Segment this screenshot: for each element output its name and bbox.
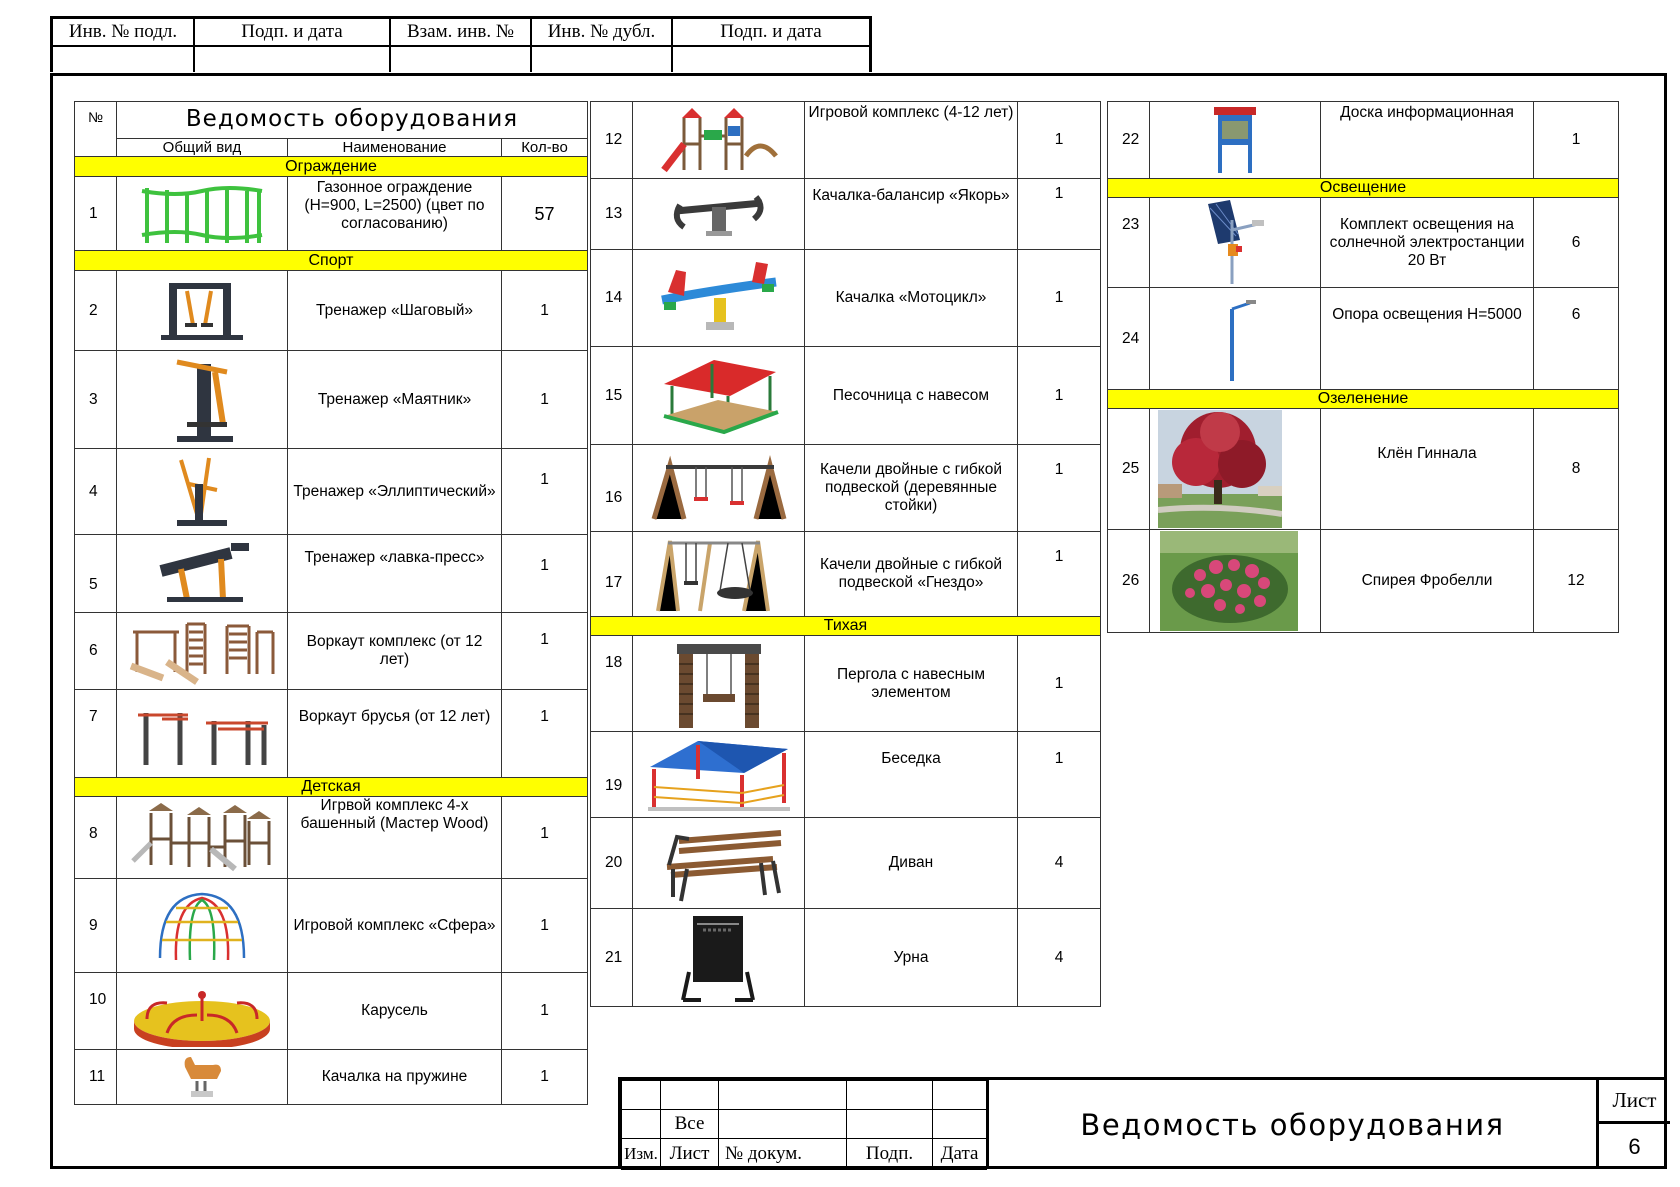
- col-qty-header: Кол-во: [502, 139, 588, 157]
- table-row: 13 Качалка-балансир «Якорь» 1: [591, 179, 1101, 250]
- list-label: Лист: [661, 1139, 719, 1170]
- balance-rocker-image: [633, 179, 805, 250]
- table-row: 21 Урна 4: [591, 909, 1101, 1007]
- play-complex-image: [633, 102, 805, 179]
- pergola-image: [633, 636, 805, 732]
- stamp-inv-dubl: Инв. № дубл.: [531, 19, 672, 46]
- spirea-shrub-image: [1150, 530, 1321, 633]
- table-title: Ведомость оборудования: [185, 105, 519, 132]
- sandbox-image: [633, 347, 805, 445]
- table-row: 11 Качалка на пружине 1: [75, 1050, 588, 1105]
- carousel-image: [117, 973, 288, 1050]
- table-row: 20 Диван 4: [591, 818, 1101, 909]
- section-kids: Детская: [75, 778, 588, 797]
- table-row: 16 Качели двойные с гибкой подвеской (деревянные стойки) 1: [591, 445, 1101, 532]
- table-row: 14 Качалка «Мотоцикл» 1: [591, 250, 1101, 347]
- document-title: Ведомость оборудования: [986, 1080, 1596, 1169]
- stepper-trainer-image: [117, 271, 288, 351]
- section-light: Освещение: [1108, 179, 1619, 198]
- table-row: 25 Клён Гиннала 8: [1108, 409, 1619, 530]
- stamp-podp-data-1: Подп. и дата: [194, 19, 390, 46]
- sheet-label: Лист: [1599, 1080, 1670, 1124]
- izm-label: Изм.: [622, 1139, 661, 1170]
- gazebo-image: [633, 732, 805, 818]
- stamp-inv-podl: Инв. № подл.: [53, 19, 194, 46]
- motorcycle-rocker-image: [633, 250, 805, 347]
- col-no-header: №: [75, 102, 117, 157]
- table-row: 23 Комплект освещения на солнечной электростанции 20 Вт 6: [1108, 198, 1619, 288]
- table-row: 24 Опора освещения Н=5000 6: [1108, 288, 1619, 390]
- double-swing-wood-image: [633, 445, 805, 532]
- table-row: 7 Воркаут брусья (от 12 лет) 1: [75, 690, 588, 778]
- sheet-box: [1596, 1080, 1670, 1169]
- equipment-table-1: [74, 101, 588, 1105]
- podp-label: Подп.: [847, 1139, 933, 1170]
- bench-image: [633, 818, 805, 909]
- col-view-header: Общий вид: [117, 139, 288, 157]
- elliptical-trainer-image: [117, 449, 288, 535]
- parallel-bars-image: [117, 690, 288, 778]
- table-row: 1 Газонное ограждение (Н=900, L=2500) (цвет по согласованию) 57: [75, 177, 588, 251]
- approval-stamp: [50, 16, 872, 72]
- tower-complex-image: [117, 797, 288, 879]
- equipment-table-2: [590, 101, 1101, 1007]
- section-quiet: Тихая: [591, 617, 1101, 636]
- table-row: 17 Качели двойные с гибкой подвеской «Гнездо» 1: [591, 532, 1101, 617]
- maple-tree-image: [1150, 409, 1321, 530]
- table-row: 8 Игрвой комплекс 4-х башенный (Мастер Wood) 1: [75, 797, 588, 879]
- table-row: 26 Спирея Фробелли 12: [1108, 530, 1619, 633]
- pendulum-trainer-image: [117, 351, 288, 449]
- table-row: 5 Тренажер «лавка-пресс» 1: [75, 535, 588, 613]
- table-row: 4 Тренажер «Эллиптический» 1: [75, 449, 588, 535]
- table-row: 18 Пергола с навесным элементом 1: [591, 636, 1101, 732]
- table-row: 3 Тренажер «Маятник» 1: [75, 351, 588, 449]
- sheet-number: 6: [1628, 1133, 1641, 1159]
- title-block: [618, 1077, 1667, 1169]
- stamp-vzam-inv: Взам. инв. №: [390, 19, 531, 46]
- doc-label: № докум.: [719, 1139, 847, 1170]
- sphere-complex-image: [117, 879, 288, 973]
- spring-rocker-image: [117, 1050, 288, 1105]
- col-name-header: Наименование: [288, 139, 502, 157]
- table-row: 10 Карусель 1: [75, 973, 588, 1050]
- workout-complex-image: [117, 613, 288, 690]
- light-pole-image: [1150, 288, 1321, 390]
- solar-light-image: [1150, 198, 1321, 288]
- section-fence: Ограждение: [75, 157, 588, 177]
- nest-swing-image: [633, 532, 805, 617]
- fence-image: [117, 177, 288, 251]
- equipment-table-3: [1107, 101, 1619, 633]
- table-row: 2 Тренажер «Шаговый» 1: [75, 271, 588, 351]
- section-green: Озеленение: [1108, 390, 1619, 409]
- info-board-image: [1150, 102, 1321, 179]
- date-label: Дата: [933, 1139, 987, 1170]
- bench-press-image: [117, 535, 288, 613]
- vse-label: Все: [661, 1110, 719, 1139]
- table-row: 19 Беседка 1: [591, 732, 1101, 818]
- table-row: 12 Игровой комплекс (4-12 лет) 1: [591, 102, 1101, 179]
- table-row: 15 Песочница с навесом 1: [591, 347, 1101, 445]
- section-sport: Спорт: [75, 251, 588, 271]
- table-row: 22 Доска информационная 1: [1108, 102, 1619, 179]
- stamp-podp-data-2: Подп. и дата: [672, 19, 869, 46]
- table-row: 6 Воркаут комплекс (от 12 лет) 1: [75, 613, 588, 690]
- trash-bin-image: [633, 909, 805, 1007]
- table-row: 9 Игровой комплекс «Сфера» 1: [75, 879, 588, 973]
